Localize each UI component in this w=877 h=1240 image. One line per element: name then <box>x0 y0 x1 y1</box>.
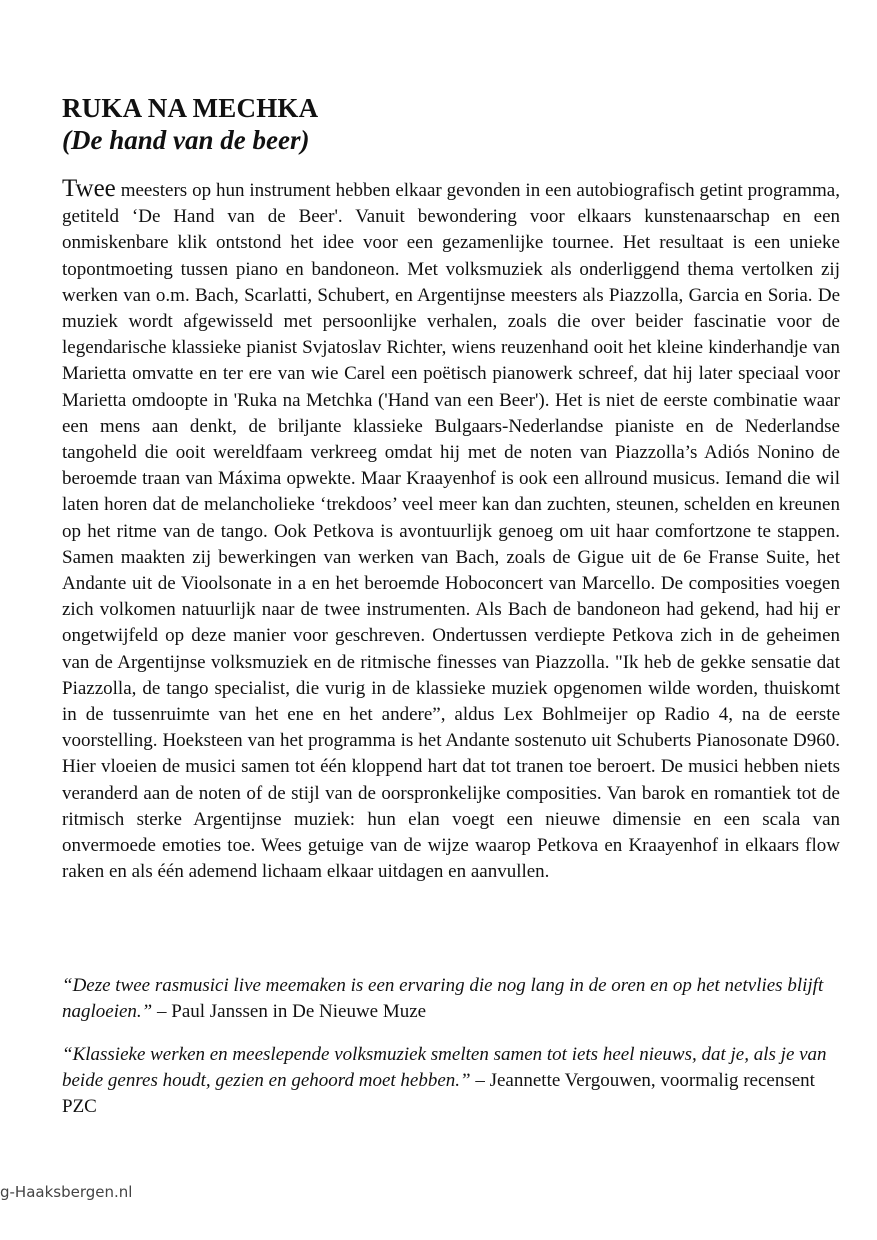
page-title: RUKA NA MECHKA <box>62 93 319 123</box>
page-subtitle: (De hand van de beer) <box>62 125 310 155</box>
footer-url: g-Haaksbergen.nl <box>0 1183 133 1201</box>
article-body-text: meesters op hun instrument hebben elkaar gevonden in een autobiografisch getint programma, getiteld ‘De Hand van de Beer'. Vanuit bewondering voor elkaars kunstenaarschap en een onmiskenbare klik ontstond het idee voor een gezamenlijke tournee. Het resultaat is een unieke topontmoeting tussen piano en bandoneon. Met volksmuziek als onderliggend thema vertolken zij werken van o.m. Bach, Scarlatti, Schubert, en Argentijnse meesters als Piazzolla, Garcia en Soria. De muziek wordt afgewisseld met persoonlijke verhalen, zoals die over beider fascinatie voor de legendarische klassieke pianist Svjatoslav Richter, wiens reuzenhand ooit het kleine kinderhandje van Marietta omvatte en ter ere van wie Carel een poëtisch pianowerk schreef, dat hij later speciaal voor Marietta omdoopte in 'Ruka na Metchka ('Hand van een Beer'). Het is niet de eerste combinatie waar een mens aan denkt, de briljante klassieke Bulgaars-Nederlandse pianiste en de Nederlandse tangoheld die ooit wereldfaam verkreeg omdat hij met de noten van Piazzolla’s Adiós Nonino de beroemde traan van Máxima opwekte. Maar Kraayenhof is ook een allround musicus. Iemand die wil laten horen dat de melancholieke ‘trekdoos’ veel meer kan dan zuchten, steunen, schelden en kreunen op het ritme van de tango. Ook Petkova is avontuurlijk genoeg om uit haar comfortzone te stappen. Samen maakten zij bewerkingen van werken van Bach, zoals de Gigue uit de 6e Franse Suite, het Andante uit de Vioolsonate in a en het beroemde Hoboconcert van Marcello. De composities voegen zich volkomen natuurlijk naar de twee instrumenten. Als Bach de bandoneon had gekend, had hij er ongetwijfeld op deze manier voor geschreven. Ondertussen verdiepte Petkova zich in de geheimen van de Argentijnse volksmuziek en de ritmische finesses van Piazzolla. "Ik heb de gekke sensatie dat Piazzolla, de tango specialist, die vurig in de klassieke muziek opgenomen wilde worden, thuiskomt in de tussenruimte van het ene en het andere”, aldus Lex Bohlmeijer op Radio 4, na de eerste voorstelling. Hoeksteen van het programma is het Andante sostenuto uit Schuberts Pianosonate D960. Hier vloeien de musici samen tot één kloppend hart dat tot tranen toe beroert. De musici hebben niets veranderd aan de noten of de stijl van de oorspronkelijke composities. Van barok en romantiek tot de ritmisch sterke Argentijnse muziek: hun elan voegt een nieuwe dimensie en een scala van onvermoede emoties toe. Wees getuige van de wijze waarop Petkova en Kraayenhof in elkaars flow raken en als één ademend lichaam elkaar uitdagen en aanvullen. <box>62 180 840 883</box>
article-first-word: Twee <box>62 175 116 202</box>
quote-attribution: – Paul Janssen in De Nieuwe Muze <box>152 1001 427 1022</box>
review-quote <box>62 1042 840 1120</box>
review-quote <box>62 973 840 1025</box>
quote-attribution: – Jeannette Vergouwen, voormalig recensent PZC <box>62 1070 815 1117</box>
article-body <box>62 176 840 885</box>
quote-text: “Klassieke werken en meeslepende volksmuziek smelten samen tot iets heel nieuws, dat je, als je van beide genres houdt, gezien en gehoord moet hebben.” <box>62 1044 827 1091</box>
quote-text: “Deze twee rasmusici live meemaken is een ervaring die nog lang in de oren en op het netvlies blijft nagloeien.” <box>62 975 824 1022</box>
